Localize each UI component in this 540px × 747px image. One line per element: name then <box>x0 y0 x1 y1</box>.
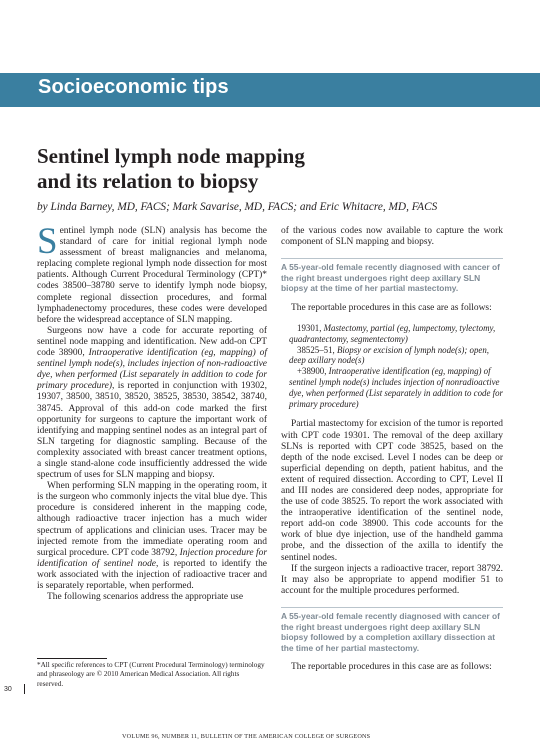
article-title-line-2: and its relation to biopsy <box>37 169 259 193</box>
paragraph-scenarios: The following scenarios address the appropriate use <box>47 592 244 603</box>
procedure-code: 19301, <box>297 323 324 334</box>
procedure-desc: Intraoperative identification (eg, mapping) of sentinel lymph node(s) includes injection of nonradioactive dye, when performed (List separately in addition to code for primary procedure) <box>289 366 503 409</box>
paragraph-text: , is reported to identify the work associated with the injection of radioactive tracer and is separately reportable, when performed. <box>37 558 267 591</box>
pull-quote-scenario-1: A 55-year-old female recently diagnosed with cancer of the right breast undergoes right deep axillary SLN biopsy at the time of her partial mastectomy. <box>281 258 503 294</box>
paragraph-text: Surgeons now have a code for accurate reporting of sentinel node mapping and identification. New add-on CPT code 38900, <box>37 325 267 359</box>
byline: by Linda Barney, MD, FACS; Mark Savarise, MD, FACS; and Eric Whitacre, MD, FACS <box>37 201 438 213</box>
paragraph-procedures-intro: The reportable procedures in this case are as follows: <box>291 302 492 313</box>
paragraph-intro-text: entinel lymph node (SLN) analysis has become the standard of care for initial regional lymph node assessment of breast malignancies and melanoma, replacing complete regional lymph node dissection for most patients. Although Current Procedural Terminology (CPT)* codes 38500–38780 serve to identify lymph node biopsy, complete regional dissection procedures, and formal lymphadenectomy procedures, these codes were developed before the widespread acceptance of SLN mapping. <box>37 226 267 325</box>
paragraph-scenario-1: Partial mastectomy for excision of the tumor is reported with CPT code 19301. The removal of the deep axillary SLNs is reported with CPT code 38525, based on the depth of the node excised. Level I nodes can be deep or superficial depending on depth, patient habitus, and the extent of required dissection. According to CPT, Level II and III nodes are considered deep nodes, appropriate for the use of code 38525. To report the work associated with the intraoperative identification of the sentinel node, report add-on code 38900. This code accounts for the work of blue dye injection, use of the handheld gamma probe, and the dissection of the axilla to identify the sentinel nodes. <box>281 419 503 563</box>
procedure-desc: Biopsy or excision of lymph node(s); open, deep axillary node(s) <box>289 344 490 366</box>
code-descriptor: Injection procedure for identification of sentinel node <box>37 547 267 569</box>
footnote: *All specific references to CPT (Current Procedural Terminology) terminology and phraseology are © 2010 American Medical Association. All rights reserved. <box>37 661 265 688</box>
article-title <box>37 144 305 194</box>
code-descriptor: Intraoperative identification (eg, mapping) of sentinel lymph node(s), includes injection of non-radioactive dye, when performed (List separately in addition to code for primary procedure) <box>37 348 267 392</box>
drop-cap: S <box>37 221 58 262</box>
article-title-line-1: Sentinel lymph node mapping <box>37 144 305 168</box>
page-number: 30 <box>4 686 12 693</box>
paragraph-intro <box>37 221 267 326</box>
procedure-code: +38900, <box>297 366 329 377</box>
procedure-item <box>281 366 503 409</box>
section-banner <box>0 73 540 107</box>
procedure-desc: Mastectomy, partial (eg, lumpectomy, tylectomy, quadrantectomy, segmentectomy) <box>289 323 496 344</box>
paragraph-continued: of the various codes now available to capture the work component of SLN mapping and biopsy. <box>281 226 503 248</box>
paragraph-mapping <box>37 481 267 592</box>
running-footer: VOLUME 96, NUMBER 11, BULLETIN OF THE AMERICAN COLLEGE OF SURGEONS <box>122 733 371 740</box>
paragraph-tracer: If the surgeon injects a radioactive tracer, report 38792. It may also be appropriate to append modifier 51 to account for the multiple procedures performed. <box>281 563 503 596</box>
column-left <box>37 221 267 603</box>
paragraph-procedures-intro-2: The reportable procedures in this case are as follows: <box>291 662 492 673</box>
paragraph-text: When performing SLN mapping in the operating room, it is the surgeon who commonly injects the vital blue dye. This procedure is considered inherent in the mapping code, although radioactive tracer injection has a much wider spectrum of applications and clinician uses. Tracer may be injected remote from the immediate operating room and surgical procedure. CPT code 38792, <box>37 481 267 558</box>
procedure-item <box>281 323 503 345</box>
procedure-item <box>281 345 503 367</box>
footnote-rule <box>37 658 107 659</box>
paragraph-new-code <box>37 326 267 481</box>
section-title: Socioeconomic tips <box>38 76 229 98</box>
pull-quote-scenario-2: A 55-year-old female recently diagnosed with cancer of the right breast undergoes right deep axillary SLN biopsy followed by a completion axillary dissection at the time of her partial mastectomy. <box>281 607 503 653</box>
column-right <box>281 226 503 673</box>
procedure-code: 38525–51, <box>297 344 337 355</box>
paragraph-text: , is reported in conjunction with 19302, 19307, 38500, 38510, 38520, 38525, 38530, 38542, 38740, 38745. Approval of this add-on code marked the first opportunity for surgeons to capture the important work of identifying and mapping sentinel nodes as an integral part of SLN targeting for diagnostic sampling. Because of the complexity associated with breast cancer treatment options, a single stand-alone code insufficiently addressed the wide spectrum of uses for SLN mapping and biopsy. <box>37 381 267 481</box>
